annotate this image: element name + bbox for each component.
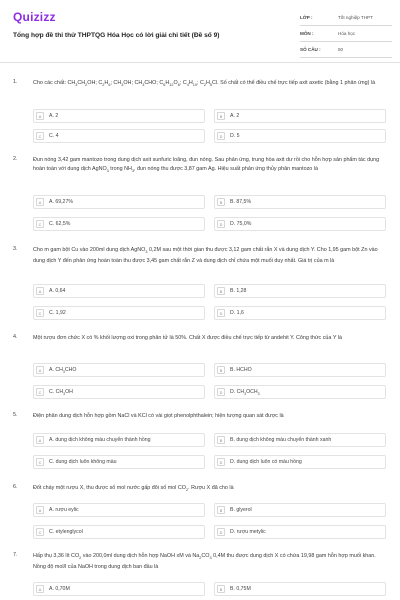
option-text: B. HCHO [230, 367, 252, 373]
answer-option-c[interactable] [33, 129, 205, 143]
option-text: A. dung dịch không màu chuyển thành hồng [49, 437, 151, 443]
answer-option-b[interactable] [214, 433, 386, 447]
meta-value: Hóa học [338, 31, 356, 36]
meta-key: MÔN : [300, 31, 314, 36]
option-letter-box[interactable]: C [36, 528, 44, 536]
question-text: Điện phân dung dịch hỗn hợp gồm NaCl và KCl có vài giọt phenolphthalein; hiện tượng quan sát được là [33, 413, 284, 419]
option-letter-box[interactable]: C [36, 309, 44, 317]
option-letter-box[interactable]: C [36, 220, 44, 228]
answer-option-b[interactable] [214, 284, 386, 298]
option-text: D. $CH_3OCH_3$ [230, 389, 260, 397]
answer-option-a[interactable] [33, 363, 205, 377]
worksheet-meta [300, 10, 392, 58]
question-text: Cho m gam bột Cu vào 200ml dung dịch AgNO$_3$ 0,2M sau một thời gian thu được 3,12 gam chất rắn X và dung dịch Y. Cho 1,95 gam bột Zn vào dung dịch Y đến phản ứng hoàn toàn thu được 3,45 gam chất rắn Z và dung dịch chỉ chứa một muối duy nhất. Giá trị của m là [33, 247, 378, 264]
question-number: 1. [13, 79, 18, 85]
option-text: B. 0,75M [230, 586, 251, 592]
option-text: A. 0,64 [49, 288, 66, 294]
option-text: C. etylenglycol [49, 529, 83, 535]
header-divider [0, 62, 400, 63]
answer-option-d[interactable] [214, 385, 386, 399]
question-text: Một rượu đơn chức X có % khối lượng oxi trong phân tử là 50%. Chất X được điều chế trực tiếp từ andehit Y. Công thức của Y là [33, 335, 343, 341]
answer-option-b[interactable] [214, 195, 386, 209]
option-text: B. dung dịch không màu chuyển thành xanh [230, 437, 332, 443]
option-text: B. 1,28 [230, 288, 247, 294]
answer-option-b[interactable] [214, 503, 386, 517]
option-text: A. 0,70M [49, 586, 70, 592]
option-text: A. 69,27% [49, 199, 73, 205]
meta-row-class [300, 10, 392, 26]
option-letter-box[interactable]: B [217, 198, 225, 206]
option-letter-box[interactable]: C [36, 458, 44, 466]
question-number: 7. [13, 552, 18, 558]
question-number: 6. [13, 484, 18, 490]
option-text: A. 2 [49, 113, 59, 119]
option-letter-box[interactable]: A [36, 287, 44, 295]
option-text: B. 87,5% [230, 199, 252, 205]
answer-option-d[interactable] [214, 129, 386, 143]
question-number: 2. [13, 156, 18, 162]
answer-option-c[interactable] [33, 455, 205, 469]
option-letter-box[interactable]: A [36, 198, 44, 206]
option-letter-box[interactable]: B [217, 366, 225, 374]
answer-option-c[interactable] [33, 385, 205, 399]
option-text: B. glyerol [230, 507, 252, 513]
answer-option-d[interactable] [214, 306, 386, 320]
option-letter-box[interactable]: C [36, 388, 44, 396]
option-letter-box[interactable]: D [217, 309, 225, 317]
option-letter-box[interactable]: A [36, 112, 44, 120]
answer-option-d[interactable] [214, 525, 386, 539]
answer-option-c[interactable] [33, 217, 205, 231]
option-letter-box[interactable]: D [217, 220, 225, 228]
option-letter-box[interactable]: B [217, 436, 225, 444]
meta-row-subject [300, 26, 392, 42]
answer-option-b[interactable] [214, 109, 386, 123]
quizizz-logo: Quizizz [13, 10, 56, 24]
option-letter-box[interactable]: B [217, 287, 225, 295]
answer-option-a[interactable] [33, 433, 205, 447]
option-letter-box[interactable]: D [217, 388, 225, 396]
answer-option-a[interactable] [33, 503, 205, 517]
option-text: C. 4 [49, 133, 59, 139]
option-text: D. rượu metylic [230, 529, 266, 535]
option-letter-box[interactable]: A [36, 366, 44, 374]
option-letter-box[interactable]: C [36, 132, 44, 140]
option-letter-box[interactable]: A [36, 506, 44, 514]
answer-option-a[interactable] [33, 195, 205, 209]
worksheet-header [0, 0, 400, 62]
question-text: Đốt cháy một rượu X, thu được số mol nước gấp đôi số mol $CO_2$. Rượu X đã cho là [33, 485, 234, 493]
option-text: C. dung dịch luôn không màu [49, 459, 117, 465]
answer-option-b[interactable] [214, 582, 386, 596]
option-text: D. 1,6 [230, 310, 244, 316]
meta-key: SỐ CÂU : [300, 47, 321, 52]
answer-option-c[interactable] [33, 306, 205, 320]
question-text: Cho các chất: $CH_3CH_2OH$; $C_2H_6$; $CH_3OH$; $CH_3CHO$; $C_6H_{12}O_6$; $C_4H_{10}$; $C_2H_5Cl$. Số chất có thể điều chế trực tiếp axit axetic (bằng 1 phản ứng) là [33, 80, 376, 88]
option-letter-box[interactable]: D [217, 528, 225, 536]
option-text: C. 62,5% [49, 221, 71, 227]
option-letter-box[interactable]: B [217, 112, 225, 120]
question-number: 4. [13, 334, 18, 340]
answer-option-a[interactable] [33, 284, 205, 298]
worksheet-title: Tổng hợp đề thi thử THPTQG Hóa Học có lời giải chi tiết (Đề số 9) [13, 32, 220, 39]
answer-option-b[interactable] [214, 363, 386, 377]
option-text: D. dung dịch luôn có màu hồng [230, 459, 302, 465]
meta-value: Tốt nghiệp THPT [338, 15, 373, 20]
option-text: A. $CH_3CHO$ [49, 367, 77, 375]
answer-option-a[interactable] [33, 582, 205, 596]
meta-row-question-count [300, 42, 392, 58]
meta-value: 50 [338, 47, 344, 52]
question-text: Hấp thụ 3,36 lít $CO_2$ vào 200,0ml dung dịch hỗn hợp NaOH xM và $Na_2CO_3$ 0,4M thu được dung dịch X có chứa 19,98 gam hỗn hợp muối khan. Nồng độ mol/l của NaOH trong dung dịch ban đầu là [33, 553, 376, 570]
option-text: A. 2 [230, 113, 240, 119]
option-letter-box[interactable]: D [217, 458, 225, 466]
option-letter-box[interactable]: A [36, 436, 44, 444]
question-number: 5. [13, 412, 18, 418]
option-text: D. 5 [230, 133, 240, 139]
option-text: C. $CH_3OH$ [49, 389, 73, 397]
question-number: 3. [13, 246, 18, 252]
option-letter-box[interactable]: B [217, 585, 225, 593]
option-text: D. 75,0% [230, 221, 252, 227]
option-text: A. rượu eylic [49, 507, 79, 513]
answer-option-d[interactable] [214, 455, 386, 469]
question-text: Đun nóng 3,42 gam mantozo trong dung dịch axit sunfuric loãng, đun nóng. Sau phản ứng, trung hòa axit dư rồi cho hỗn hợp sản phẩm tác dụng hoàn toàn với dung dịch AgNO$_3$ trong $NH_3$, đun nóng thu được 3,87 gam Ag. Hiệu suất phản ứng thủy phân mantozo là [33, 157, 380, 173]
option-text: C. 1,92 [49, 310, 66, 316]
option-letter-box[interactable]: D [217, 132, 225, 140]
option-letter-box[interactable]: B [217, 506, 225, 514]
meta-key: LỚP : [300, 15, 313, 20]
answer-option-d[interactable] [214, 217, 386, 231]
answer-option-c[interactable] [33, 525, 205, 539]
option-letter-box[interactable]: A [36, 585, 44, 593]
answer-option-a[interactable] [33, 109, 205, 123]
